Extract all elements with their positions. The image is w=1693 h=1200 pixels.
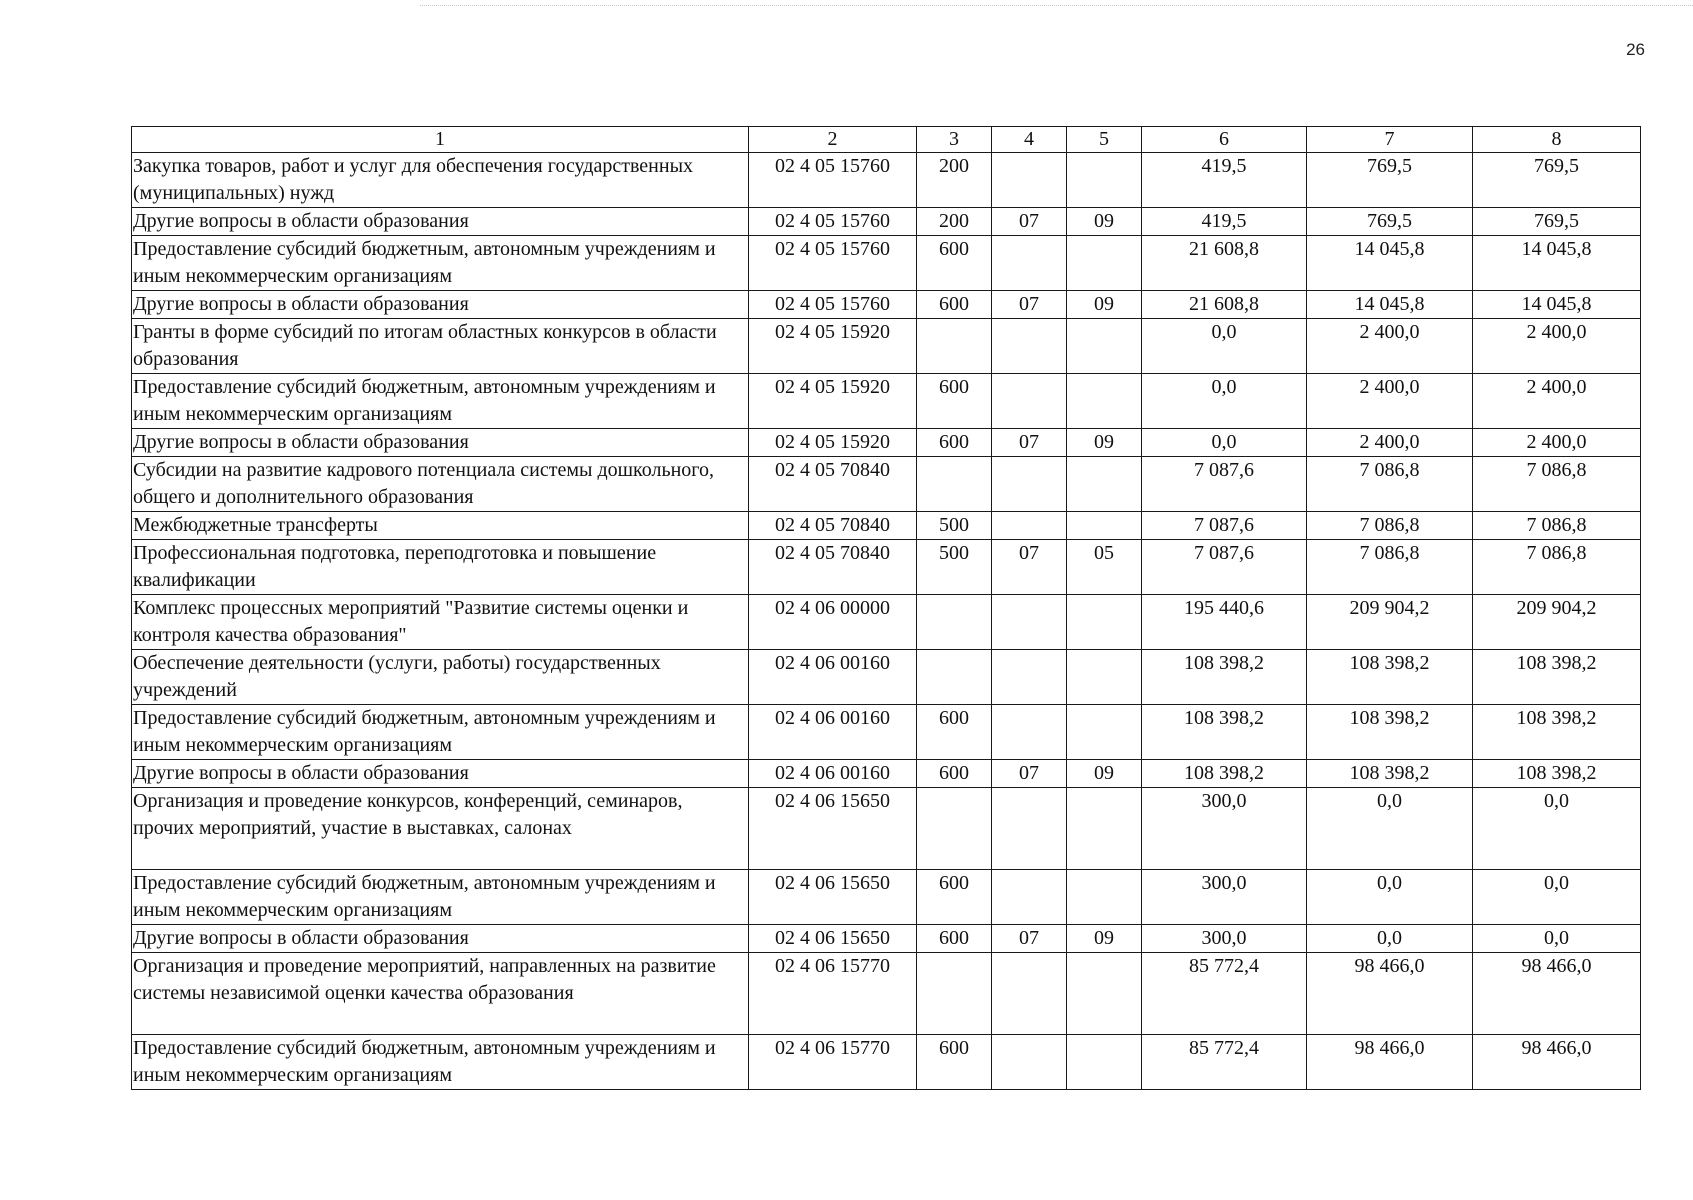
row-col5-cell [1067, 1035, 1142, 1090]
row-col8-cell: 108 398,2 [1473, 760, 1641, 788]
row-col6-cell: 300,0 [1142, 870, 1307, 925]
row-col4-cell: 07 [992, 540, 1067, 595]
row-col7-cell: 108 398,2 [1307, 650, 1473, 705]
row-col4-cell [992, 953, 1067, 1035]
row-col4-cell [992, 512, 1067, 540]
row-col3-cell: 500 [917, 540, 992, 595]
row-col6-cell: 0,0 [1142, 429, 1307, 457]
row-col4-cell [992, 236, 1067, 291]
row-col4-cell: 07 [992, 291, 1067, 319]
table-row [132, 595, 1641, 650]
row-col5-cell [1067, 457, 1142, 512]
row-name-cell: Профессиональная подготовка, переподготовка и повышение квалификации [132, 540, 749, 595]
row-col8-cell: 98 466,0 [1473, 953, 1641, 1035]
row-col8-cell: 769,5 [1473, 208, 1641, 236]
row-code-cell: 02 4 06 15770 [749, 953, 917, 1035]
row-col6-cell: 0,0 [1142, 374, 1307, 429]
row-col7-cell: 7 086,8 [1307, 540, 1473, 595]
row-name-cell: Комплекс процессных мероприятий "Развитие системы оценки и контроля качества образования" [132, 595, 749, 650]
table-row [132, 291, 1641, 319]
row-col5-cell [1067, 705, 1142, 760]
row-name-cell: Другие вопросы в области образования [132, 925, 749, 953]
row-code-cell: 02 4 05 70840 [749, 457, 917, 512]
row-col6-cell: 108 398,2 [1142, 650, 1307, 705]
row-col6-cell: 419,5 [1142, 208, 1307, 236]
column-header: 4 [992, 127, 1067, 153]
row-code-cell: 02 4 05 15760 [749, 153, 917, 208]
budget-table [131, 126, 1641, 1090]
row-name-cell: Межбюджетные трансферты [132, 512, 749, 540]
row-code-cell: 02 4 06 00160 [749, 650, 917, 705]
row-col8-cell: 769,5 [1473, 153, 1641, 208]
row-col4-cell: 07 [992, 208, 1067, 236]
row-col8-cell: 98 466,0 [1473, 1035, 1641, 1090]
row-col5-cell: 05 [1067, 540, 1142, 595]
row-col4-cell [992, 457, 1067, 512]
row-col4-cell [992, 705, 1067, 760]
row-col6-cell: 7 087,6 [1142, 540, 1307, 595]
row-code-cell: 02 4 05 15760 [749, 208, 917, 236]
row-col8-cell: 7 086,8 [1473, 540, 1641, 595]
row-col6-cell: 7 087,6 [1142, 512, 1307, 540]
table-row [132, 705, 1641, 760]
row-code-cell: 02 4 06 15650 [749, 925, 917, 953]
row-col7-cell: 7 086,8 [1307, 457, 1473, 512]
row-name-cell: Обеспечение деятельности (услуги, работы) государственных учреждений [132, 650, 749, 705]
row-col7-cell: 769,5 [1307, 208, 1473, 236]
row-col4-cell [992, 788, 1067, 870]
row-code-cell: 02 4 05 15760 [749, 291, 917, 319]
row-col7-cell: 98 466,0 [1307, 953, 1473, 1035]
row-col6-cell: 7 087,6 [1142, 457, 1307, 512]
row-col3-cell: 200 [917, 208, 992, 236]
row-col6-cell: 21 608,8 [1142, 291, 1307, 319]
row-col8-cell: 2 400,0 [1473, 429, 1641, 457]
row-col8-cell: 7 086,8 [1473, 512, 1641, 540]
table-row [132, 870, 1641, 925]
row-col7-cell: 7 086,8 [1307, 512, 1473, 540]
table-row [132, 208, 1641, 236]
table-row [132, 1035, 1641, 1090]
row-col6-cell: 85 772,4 [1142, 1035, 1307, 1090]
row-col4-cell [992, 1035, 1067, 1090]
row-col3-cell: 600 [917, 925, 992, 953]
row-col5-cell [1067, 319, 1142, 374]
page-number: 26 [1626, 40, 1645, 59]
row-col7-cell: 209 904,2 [1307, 595, 1473, 650]
table-row [132, 319, 1641, 374]
row-col3-cell: 600 [917, 429, 992, 457]
row-col8-cell: 14 045,8 [1473, 291, 1641, 319]
row-col7-cell: 14 045,8 [1307, 236, 1473, 291]
row-col5-cell [1067, 595, 1142, 650]
row-code-cell: 02 4 05 70840 [749, 512, 917, 540]
table-row [132, 512, 1641, 540]
row-col3-cell [917, 319, 992, 374]
row-col7-cell: 108 398,2 [1307, 760, 1473, 788]
row-name-cell: Другие вопросы в области образования [132, 291, 749, 319]
row-name-cell: Предоставление субсидий бюджетным, автономным учреждениям и иным некоммерческим организациям [132, 870, 749, 925]
row-col3-cell [917, 595, 992, 650]
table-row [132, 925, 1641, 953]
row-col8-cell: 0,0 [1473, 870, 1641, 925]
row-col6-cell: 419,5 [1142, 153, 1307, 208]
row-col7-cell: 0,0 [1307, 870, 1473, 925]
row-col7-cell: 769,5 [1307, 153, 1473, 208]
row-col7-cell: 98 466,0 [1307, 1035, 1473, 1090]
row-code-cell: 02 4 05 15920 [749, 374, 917, 429]
row-col3-cell: 600 [917, 1035, 992, 1090]
row-code-cell: 02 4 05 15920 [749, 429, 917, 457]
column-header: 8 [1473, 127, 1641, 153]
row-col8-cell: 0,0 [1473, 788, 1641, 870]
row-col4-cell [992, 870, 1067, 925]
table-row [132, 953, 1641, 1035]
row-name-cell: Предоставление субсидий бюджетным, автономным учреждениям и иным некоммерческим организациям [132, 236, 749, 291]
row-col5-cell [1067, 374, 1142, 429]
row-name-cell: Другие вопросы в области образования [132, 760, 749, 788]
row-col5-cell: 09 [1067, 760, 1142, 788]
row-col8-cell: 14 045,8 [1473, 236, 1641, 291]
row-col4-cell: 07 [992, 925, 1067, 953]
row-col3-cell: 600 [917, 236, 992, 291]
row-code-cell: 02 4 06 00160 [749, 705, 917, 760]
row-col5-cell: 09 [1067, 291, 1142, 319]
table-row [132, 429, 1641, 457]
row-col8-cell: 2 400,0 [1473, 319, 1641, 374]
row-name-cell: Субсидии на развитие кадрового потенциала системы дошкольного, общего и дополнительного образования [132, 457, 749, 512]
row-col4-cell [992, 153, 1067, 208]
column-header: 6 [1142, 127, 1307, 153]
header-row [132, 127, 1641, 153]
row-name-cell: Предоставление субсидий бюджетным, автономным учреждениям и иным некоммерческим организациям [132, 705, 749, 760]
row-name-cell: Организация и проведение конкурсов, конференций, семинаров, прочих мероприятий, участие в выставках, салонах [132, 788, 749, 870]
table-row [132, 236, 1641, 291]
row-code-cell: 02 4 06 00160 [749, 760, 917, 788]
row-code-cell: 02 4 05 15920 [749, 319, 917, 374]
row-col7-cell: 2 400,0 [1307, 374, 1473, 429]
row-name-cell: Предоставление субсидий бюджетным, автономным учреждениям и иным некоммерческим организациям [132, 1035, 749, 1090]
row-col3-cell: 600 [917, 760, 992, 788]
row-col5-cell [1067, 153, 1142, 208]
row-col6-cell: 108 398,2 [1142, 705, 1307, 760]
row-col5-cell [1067, 953, 1142, 1035]
column-header: 3 [917, 127, 992, 153]
column-header: 5 [1067, 127, 1142, 153]
row-col3-cell: 200 [917, 153, 992, 208]
table-row [132, 788, 1641, 870]
row-col5-cell [1067, 650, 1142, 705]
row-col7-cell: 108 398,2 [1307, 705, 1473, 760]
row-col7-cell: 2 400,0 [1307, 429, 1473, 457]
row-col3-cell: 500 [917, 512, 992, 540]
column-header: 2 [749, 127, 917, 153]
row-col5-cell [1067, 870, 1142, 925]
column-header: 7 [1307, 127, 1473, 153]
row-code-cell: 02 4 06 15770 [749, 1035, 917, 1090]
table-row [132, 457, 1641, 512]
row-col3-cell: 600 [917, 705, 992, 760]
row-col6-cell: 108 398,2 [1142, 760, 1307, 788]
row-col4-cell: 07 [992, 429, 1067, 457]
row-col8-cell: 108 398,2 [1473, 705, 1641, 760]
row-col3-cell: 600 [917, 291, 992, 319]
row-col6-cell: 300,0 [1142, 788, 1307, 870]
row-code-cell: 02 4 06 00000 [749, 595, 917, 650]
row-code-cell: 02 4 06 15650 [749, 788, 917, 870]
row-col6-cell: 300,0 [1142, 925, 1307, 953]
row-col8-cell: 209 904,2 [1473, 595, 1641, 650]
table-row [132, 153, 1641, 208]
row-col4-cell [992, 319, 1067, 374]
table-row [132, 540, 1641, 595]
row-col5-cell [1067, 512, 1142, 540]
row-col4-cell [992, 595, 1067, 650]
row-col5-cell [1067, 236, 1142, 291]
row-col7-cell: 0,0 [1307, 788, 1473, 870]
row-col7-cell: 14 045,8 [1307, 291, 1473, 319]
row-col7-cell: 2 400,0 [1307, 319, 1473, 374]
row-code-cell: 02 4 05 15760 [749, 236, 917, 291]
row-name-cell: Предоставление субсидий бюджетным, автономным учреждениям и иным некоммерческим организациям [132, 374, 749, 429]
table-row [132, 650, 1641, 705]
row-col7-cell: 0,0 [1307, 925, 1473, 953]
row-col5-cell: 09 [1067, 429, 1142, 457]
row-col6-cell: 85 772,4 [1142, 953, 1307, 1035]
row-col5-cell [1067, 788, 1142, 870]
column-header: 1 [132, 127, 749, 153]
row-col4-cell [992, 374, 1067, 429]
row-col3-cell: 600 [917, 870, 992, 925]
row-col6-cell: 0,0 [1142, 319, 1307, 374]
row-name-cell: Другие вопросы в области образования [132, 208, 749, 236]
row-name-cell: Другие вопросы в области образования [132, 429, 749, 457]
row-col5-cell: 09 [1067, 925, 1142, 953]
row-col3-cell [917, 457, 992, 512]
scan-edge-line [420, 5, 1693, 6]
row-col3-cell [917, 650, 992, 705]
row-col4-cell [992, 650, 1067, 705]
row-col8-cell: 0,0 [1473, 925, 1641, 953]
row-col3-cell [917, 953, 992, 1035]
row-name-cell: Организация и проведение мероприятий, направленных на развитие системы независимой оценки качества образования [132, 953, 749, 1035]
row-col3-cell [917, 788, 992, 870]
row-name-cell: Гранты в форме субсидий по итогам областных конкурсов в области образования [132, 319, 749, 374]
row-col8-cell: 108 398,2 [1473, 650, 1641, 705]
row-col6-cell: 21 608,8 [1142, 236, 1307, 291]
row-col6-cell: 195 440,6 [1142, 595, 1307, 650]
row-col4-cell: 07 [992, 760, 1067, 788]
row-col8-cell: 2 400,0 [1473, 374, 1641, 429]
table-row [132, 760, 1641, 788]
row-code-cell: 02 4 06 15650 [749, 870, 917, 925]
row-code-cell: 02 4 05 70840 [749, 540, 917, 595]
row-col5-cell: 09 [1067, 208, 1142, 236]
table-row [132, 374, 1641, 429]
row-name-cell: Закупка товаров, работ и услуг для обеспечения государственных (муниципальных) нужд [132, 153, 749, 208]
row-col3-cell: 600 [917, 374, 992, 429]
table-body [132, 153, 1641, 1090]
row-col8-cell: 7 086,8 [1473, 457, 1641, 512]
